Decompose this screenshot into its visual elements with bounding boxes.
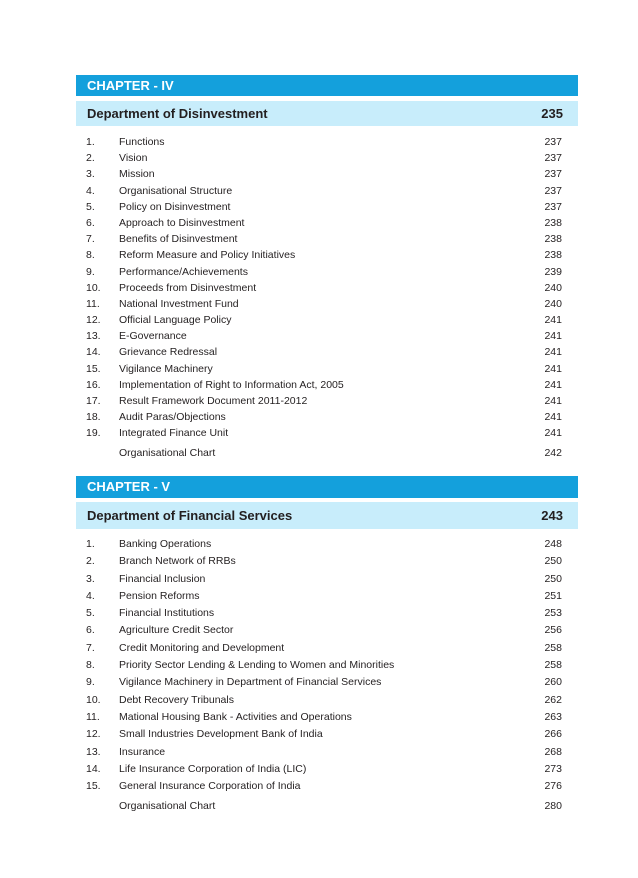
toc-entry-title: Organisational Chart [119, 446, 216, 459]
toc-entry [0, 798, 638, 815]
chapter-title: CHAPTER - V [87, 479, 171, 494]
toc-entry-number: 8. [86, 659, 95, 672]
toc-entry-page: 276 [544, 780, 562, 793]
toc-entry [0, 312, 638, 328]
toc-entry-title: Financial Institutions [119, 607, 215, 620]
toc-entry-number: 11. [86, 297, 100, 310]
toc-entry-page: 239 [544, 265, 562, 278]
toc-entry-number: 4. [86, 184, 95, 197]
toc-entry-page: 241 [544, 427, 562, 440]
department-header [76, 502, 578, 529]
toc-entry-page: 241 [544, 362, 562, 375]
toc-entry-page: 241 [544, 314, 562, 327]
toc-entry-title: Organisational Chart [119, 800, 216, 813]
toc-entry-number: 17. [86, 395, 101, 407]
toc-entry [0, 409, 638, 425]
toc-entry [0, 778, 638, 795]
toc-entry-title: Implementation of Right to Information Act, 2005 [119, 378, 344, 391]
toc-entry-number: 7. [86, 233, 95, 246]
toc-entry-page: 273 [544, 762, 562, 775]
toc-entry-title: Benefits of Disinvestment [119, 233, 238, 246]
toc-entry-number: 9. [86, 265, 95, 278]
toc-entry-number: 5. [86, 607, 95, 620]
department-header [76, 101, 578, 126]
chapter-title: CHAPTER - IV [87, 78, 174, 93]
toc-entry-number: 3. [86, 572, 95, 585]
toc-entry-page: 266 [544, 728, 562, 741]
toc-entry-number: 9. [86, 676, 95, 689]
toc-entry [0, 166, 638, 182]
toc-entry [0, 445, 638, 461]
toc-entry-number: 1. [86, 136, 95, 148]
toc-entry-title: Mission [119, 168, 155, 181]
toc-entry-title: Banking Operations [119, 538, 212, 550]
toc-entry-title: Proceeds from Disinvestment [119, 281, 257, 294]
toc-entry-title: Organisational Structure [119, 184, 233, 197]
toc-entry [0, 280, 638, 296]
toc-entry [0, 553, 638, 570]
toc-entry [0, 134, 638, 150]
toc-entry-title: Credit Monitoring and Development [119, 641, 285, 654]
toc-entry-page: 263 [544, 710, 562, 723]
toc-entry-number: 14. [86, 346, 101, 359]
toc-entry-page: 258 [544, 659, 562, 672]
toc-entry [0, 657, 638, 674]
toc-entry-title: Audit Paras/Objections [119, 411, 226, 424]
toc-entry-title: E-Governance [119, 330, 187, 343]
toc-entry-title: Integrated Finance Unit [119, 427, 229, 440]
toc-entry-page: 237 [544, 136, 562, 148]
toc-entry [0, 622, 638, 639]
department-page: 243 [541, 508, 563, 523]
toc-entry-number: 6. [86, 216, 95, 229]
toc-entry-page: 237 [544, 152, 562, 165]
toc-entry-number: 16. [86, 378, 101, 391]
toc-entry [0, 674, 638, 691]
toc-entry-number: 4. [86, 589, 95, 602]
toc-entry-page: 251 [544, 589, 562, 602]
toc-entry-number: 11. [86, 710, 100, 723]
toc-entry-page: 240 [544, 281, 562, 294]
toc-entry-page: 238 [544, 233, 562, 246]
toc-entry-title: Performance/Achievements [119, 265, 248, 278]
toc-entry-number: 12. [86, 728, 101, 741]
toc-entry-title: Functions [119, 136, 165, 148]
toc-entry-title: Small Industries Development Bank of India [119, 728, 323, 741]
toc-entry-number: 13. [86, 745, 101, 758]
toc-entry-page: 253 [544, 607, 562, 620]
toc-entry-page: 241 [544, 395, 562, 407]
toc-entry-number: 13. [86, 330, 101, 343]
toc-entry-number: 18. [86, 411, 101, 424]
toc-entry-number: 15. [86, 780, 101, 793]
toc-entry-page: 258 [544, 641, 562, 654]
toc-entry-number: 15. [86, 362, 101, 375]
toc-entry [0, 571, 638, 588]
toc-entry-number: 5. [86, 200, 95, 213]
toc-entry-page: 248 [544, 538, 562, 550]
toc-entry-title: Branch Network of RRBs [119, 555, 236, 568]
toc-entry-page: 242 [544, 446, 562, 459]
toc-entry [0, 215, 638, 231]
department-page: 235 [541, 106, 563, 121]
toc-entry-title: Priority Sector Lending & Lending to Women and Minorities [119, 659, 395, 672]
toc-entry-title: Insurance [119, 745, 166, 758]
toc-entry [0, 425, 638, 441]
toc-entry [0, 344, 638, 360]
toc-entry-number: 1. [86, 538, 95, 550]
toc-entry [0, 640, 638, 657]
toc-entry [0, 744, 638, 761]
toc-entry-number: 10. [86, 693, 101, 706]
chapter-header [76, 476, 578, 498]
toc-list [0, 134, 638, 461]
toc-entry-page: 241 [544, 378, 562, 391]
toc-entry [0, 536, 638, 553]
toc-entry-page: 280 [544, 800, 562, 813]
toc-entry-page: 237 [544, 184, 562, 197]
toc-entry-title: Financial Inclusion [119, 572, 206, 585]
toc-entry-title: Pension Reforms [119, 589, 200, 602]
toc-entry-title: Approach to Disinvestment [119, 216, 245, 229]
toc-entry-number: 6. [86, 624, 95, 637]
toc-entry-page: 241 [544, 330, 562, 343]
toc-entry-title: Vigilance Machinery in Department of Financial Services [119, 676, 382, 689]
toc-entry-title: Grievance Redressal [119, 346, 218, 359]
toc-entry-title: Result Framework Document 2011-2012 [119, 395, 308, 407]
toc-entry-title: National Investment Fund [119, 297, 239, 310]
toc-entry-title: Mational Housing Bank - Activities and Operations [119, 710, 352, 723]
toc-entry [0, 726, 638, 743]
toc-entry-title: Policy on Disinvestment [119, 200, 231, 213]
toc-entry-title: Official Language Policy [119, 314, 232, 327]
toc-entry [0, 761, 638, 778]
toc-entry-page: 262 [544, 693, 562, 706]
toc-entry-number: 2. [86, 152, 95, 165]
toc-entry-page: 237 [544, 168, 562, 181]
toc-entry-number: 3. [86, 168, 95, 181]
toc-entry [0, 605, 638, 622]
toc-entry-page: 240 [544, 297, 562, 310]
toc-entry [0, 361, 638, 377]
toc-entry-title: General Insurance Corporation of India [119, 780, 301, 793]
toc-entry [0, 709, 638, 726]
toc-entry-page: 250 [544, 572, 562, 585]
toc-list [0, 536, 638, 816]
toc-entry [0, 150, 638, 166]
toc-entry [0, 328, 638, 344]
toc-entry-page: 238 [544, 249, 562, 262]
toc-entry [0, 247, 638, 263]
toc-entry-page: 241 [544, 346, 562, 359]
toc-entry-title: Agriculture Credit Sector [119, 624, 234, 637]
toc-entry-page: 250 [544, 555, 562, 568]
chapter-header [76, 75, 578, 96]
toc-entry-title: Reform Measure and Policy Initiatives [119, 249, 296, 262]
toc-entry-number: 8. [86, 249, 95, 262]
toc-entry-number: 10. [86, 281, 101, 294]
toc-entry [0, 588, 638, 605]
toc-entry-page: 268 [544, 745, 562, 758]
toc-entry-page: 260 [544, 676, 562, 689]
department-title: Department of Disinvestment [87, 106, 268, 121]
toc-entry-number: 2. [86, 555, 95, 568]
toc-entry-page: 256 [544, 624, 562, 637]
toc-entry-number: 14. [86, 762, 101, 775]
toc-entry [0, 231, 638, 247]
toc-entry-page: 241 [544, 411, 562, 424]
toc-entry-title: Vision [119, 152, 148, 165]
toc-entry-number: 19. [86, 427, 101, 440]
toc-entry-page: 238 [544, 216, 562, 229]
toc-entry-title: Life Insurance Corporation of India (LIC) [119, 762, 307, 775]
toc-entry [0, 199, 638, 215]
toc-entry [0, 183, 638, 199]
toc-entry-number: 7. [86, 641, 95, 654]
toc-entry [0, 393, 638, 409]
toc-entry [0, 377, 638, 393]
toc-entry-title: Vigilance Machinery [119, 362, 213, 375]
toc-entry-title: Debt Recovery Tribunals [119, 693, 234, 706]
toc-entry [0, 692, 638, 709]
toc-entry-number: 12. [86, 314, 101, 327]
toc-entry [0, 264, 638, 280]
toc-entry-page: 237 [544, 200, 562, 213]
toc-entry [0, 296, 638, 312]
department-title: Department of Financial Services [87, 508, 293, 523]
